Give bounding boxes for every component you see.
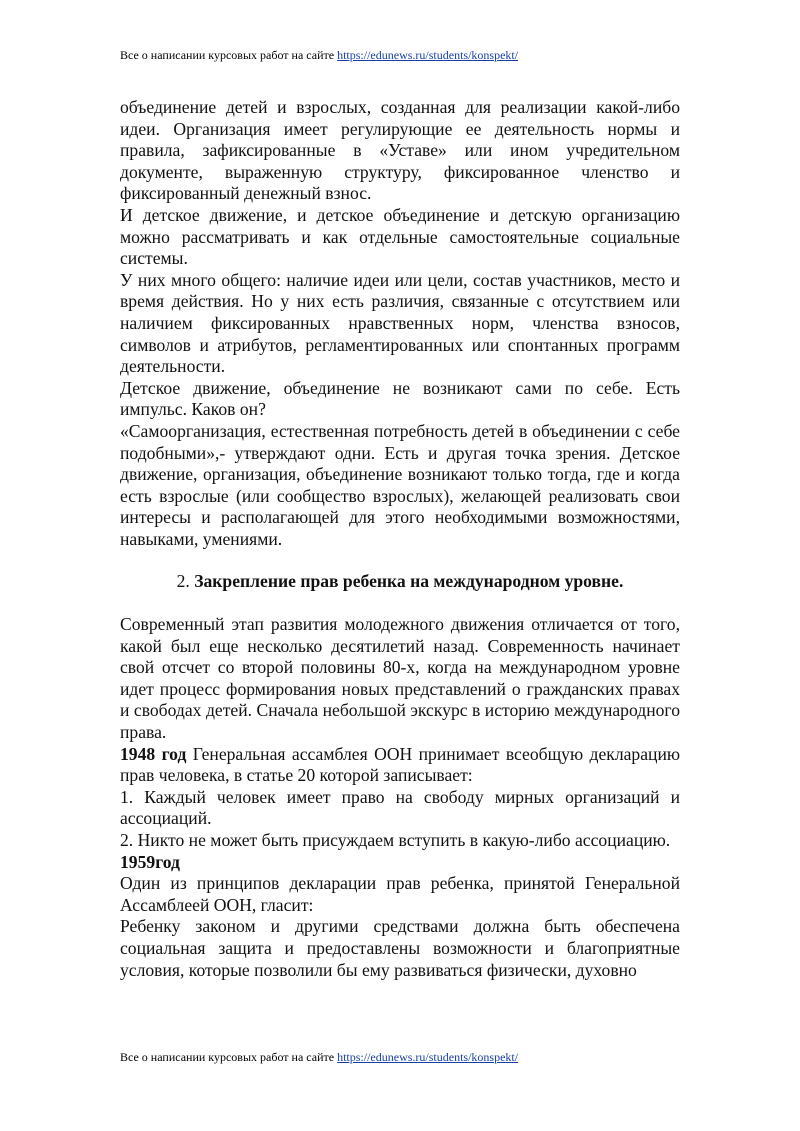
- paragraph-10: [120, 852, 680, 874]
- year-1948: 1948 год: [120, 743, 187, 764]
- paragraph-11: Один из принципов декларации прав ребенка, принятой Генеральной Ассамблеей ООН, гласит:: [120, 873, 680, 915]
- paragraph-3: У них много общего: наличие идеи или цели, состав участников, место и время действия. Но у них есть различия, связанные с отсутствием или наличием фиксированных нравственных норм, членства взносов, символов и атрибутов, регламентированных или спонтанных программ деятельности.: [120, 269, 680, 377]
- paragraph-1: объединение детей и взрослых, созданная для реализации какой-либо идеи. Организация имеет регулирующие ее деятельность нормы и правила, зафиксированные в «Уставе» или ином учредительном документе, выраженную структуру, фиксированное членство и фиксированный денежный взнос.: [120, 97, 680, 204]
- year-1959: 1959год: [120, 851, 180, 872]
- page-header: [120, 48, 680, 63]
- heading-text: Закрепление прав ребенка на международном уровне.: [194, 571, 624, 592]
- section-heading: [120, 571, 680, 593]
- paragraph-4: Детское движение, объединение не возникают сами по себе. Есть импульс. Каков он?: [120, 377, 680, 420]
- heading-number: 2.: [176, 571, 195, 592]
- header-link[interactable]: https://edunews.ru/students/konspekt/: [337, 48, 519, 62]
- paragraph-7-text: Генеральная ассамблея ООН принимает всеобщую декларацию прав человека, в статье 20 которой записывает:: [120, 743, 680, 786]
- header-text: Все о написании курсовых работ на сайте: [120, 48, 338, 62]
- list-item-2: 2. Никто не может быть присуждаем вступить в какую-либо ассоциацию.: [120, 830, 671, 850]
- paragraph-5: «Самоорганизация, естественная потребность детей в объединении с себе подобными»,- утверждают одни. Есть и другая точка зрения. Детское движение, организация, объединение возникают только тогда, где и когда есть взрослые (или сообщество взрослых), желающей реализовать свои интересы и располагающей для этого необходимыми возможностями, навыками, умениями.: [120, 420, 680, 549]
- footer-link[interactable]: https://edunews.ru/students/konspekt/: [337, 1050, 519, 1064]
- paragraph-6: Современный этап развития молодежного движения отличается от того, какой был еще несколько десятилетий назад. Современность начинает свой отсчет со второй половины 80-х, когда на международном уровне идет процесс формирования новых представлений о гражданских правах и свободах детей. Сначала небольшой экскурс в историю международного права.: [120, 614, 680, 743]
- footer-text: Все о написании курсовых работ на сайте: [120, 1050, 338, 1064]
- paragraph-12: Ребенку законом и другими средствами должна быть обеспечена социальная защита и предоставлены возможности и благоприятные условия, которые позволили бы ему развиваться физически, духовно: [120, 916, 680, 980]
- page-footer: [120, 1050, 680, 1065]
- list-item-1: 1. Каждый человек имеет право на свободу мирных организаций и ассоциаций.: [120, 786, 680, 829]
- paragraph-7: [120, 744, 680, 787]
- paragraph-2: И детское движение, и детское объединение и детскую организацию можно рассматривать и как отдельные самостоятельные социальные системы.: [120, 204, 680, 269]
- document-body: [120, 97, 680, 981]
